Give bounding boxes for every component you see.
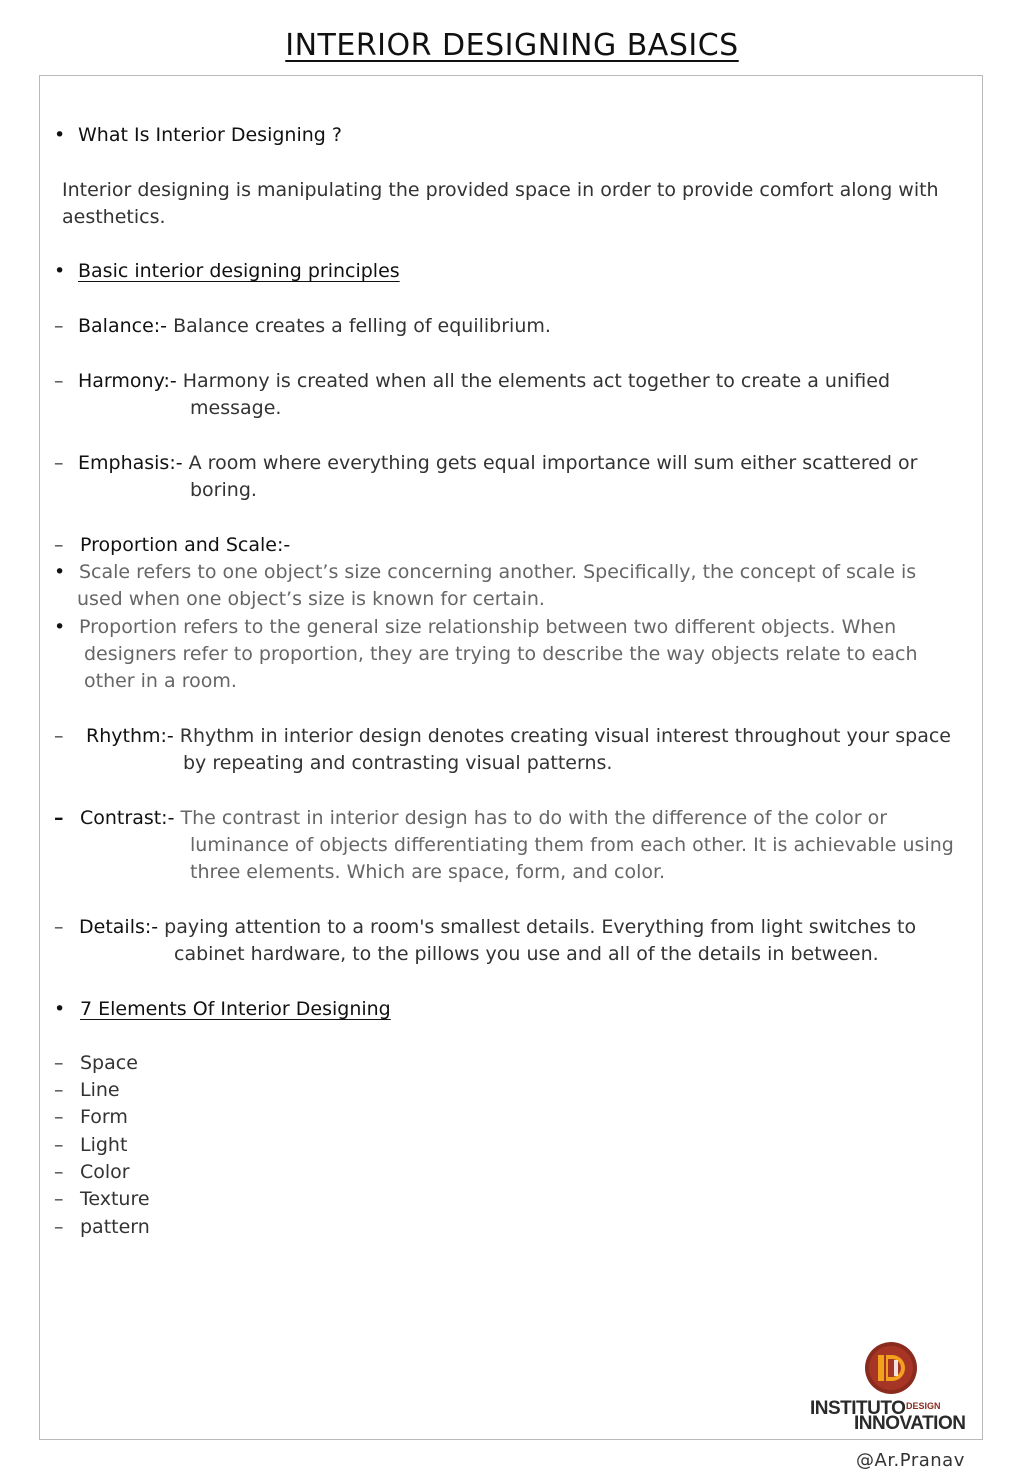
element-item-color: Color — [80, 1161, 130, 1183]
dash-icon: – — [54, 315, 64, 337]
bullet-icon: • — [54, 998, 66, 1020]
harmony-text: Harmony is created when all the elements act together to create a unified — [176, 370, 891, 392]
bullet-icon: • — [54, 616, 66, 638]
rhythm-text-line-2: by repeating and contrasting visual patterns. — [183, 752, 613, 774]
page-title — [0, 28, 1024, 63]
emphasis-text-line-2: boring. — [190, 479, 257, 501]
logo-text-line-2: INNOVATION — [854, 1413, 966, 1434]
emphasis-item — [78, 450, 917, 477]
details-term: Details:- — [79, 916, 159, 938]
dash-icon: – — [54, 1134, 64, 1156]
balance-item — [78, 313, 551, 340]
dash-icon: – — [54, 916, 64, 938]
intro-answer-line-2: aesthetics. — [62, 206, 166, 228]
contrast-text-line-3: three elements. Which are space, form, and color. — [190, 861, 666, 883]
principles-heading: Basic interior designing principles — [78, 260, 400, 282]
emphasis-term: Emphasis:- — [78, 452, 183, 474]
emphasis-text: A room where everything gets equal importance will sum either scattered or — [182, 452, 918, 474]
dash-icon: – — [54, 1188, 64, 1210]
balance-term: Balance:- — [78, 315, 168, 337]
contrast-text-line-2: luminance of objects differentiating them from each other. It is achievable using — [190, 834, 954, 856]
page-title-text: INTERIOR DESIGNING BASICS — [285, 28, 739, 63]
author-credit: @Ar.Pranav — [856, 1450, 965, 1471]
scale-line-2: used when one object’s size is known for certain. — [77, 588, 545, 610]
element-item-light: Light — [80, 1134, 128, 1156]
dash-icon: – — [54, 807, 64, 829]
details-text: paying attention to a room's smallest details. Everything from light switches to — [158, 916, 917, 938]
element-item-space: Space — [80, 1052, 138, 1074]
proportion-line-1: Proportion refers to the general size relationship between two different objects. When — [79, 616, 897, 638]
dash-icon: – — [54, 725, 64, 747]
element-item-texture: Texture — [80, 1188, 150, 1210]
intro-question: What Is Interior Designing ? — [78, 124, 342, 146]
proportion-term: Proportion and Scale:- — [80, 534, 291, 556]
bullet-icon: • — [54, 260, 66, 282]
element-item-line: Line — [80, 1079, 120, 1101]
dash-icon: – — [54, 1106, 64, 1128]
dash-icon: – — [54, 1079, 64, 1101]
institute-logo — [808, 1340, 978, 1435]
dash-icon: – — [54, 1052, 64, 1074]
harmony-text-line-2: message. — [190, 397, 282, 419]
logo-text-line-1: INSTITUTO — [810, 1398, 906, 1419]
logo-emblem-icon — [808, 1340, 978, 1400]
intro-answer-line-1: Interior designing is manipulating the provided space in order to provide comfort along with — [62, 179, 939, 201]
scale-line-1: Scale refers to one object’s size concerning another. Specifically, the concept of scale is — [79, 561, 917, 583]
logo-tagline: DESIGN — [906, 1401, 941, 1411]
bullet-icon: • — [54, 124, 66, 146]
element-item-form: Form — [80, 1106, 128, 1128]
details-text-line-2: cabinet hardware, to the pillows you use and all of the details in between. — [174, 943, 879, 965]
balance-text: Balance creates a felling of equilibrium. — [167, 315, 551, 337]
proportion-line-3: other in a room. — [84, 670, 237, 692]
rhythm-term: Rhythm:- — [86, 725, 174, 747]
details-item — [79, 914, 916, 941]
dash-icon: – — [54, 1161, 64, 1183]
rhythm-text: Rhythm in interior design denotes creating visual interest throughout your space — [173, 725, 951, 747]
contrast-item — [80, 805, 887, 832]
element-item-pattern: pattern — [80, 1216, 150, 1238]
contrast-text: The contrast in interior design has to do with the difference of the color or — [174, 807, 888, 829]
harmony-term: Harmony:- — [78, 370, 177, 392]
bullet-icon: • — [54, 561, 66, 583]
dash-icon: – — [54, 1216, 64, 1238]
dash-icon: – — [54, 534, 64, 556]
rhythm-item — [86, 723, 951, 750]
dash-icon: – — [54, 370, 64, 392]
contrast-term: Contrast:- — [80, 807, 175, 829]
harmony-item — [78, 368, 890, 395]
elements-heading: 7 Elements Of Interior Designing — [80, 998, 391, 1020]
dash-icon: – — [54, 452, 64, 474]
proportion-line-2: designers refer to proportion, they are trying to describe the way objects relate to each — [84, 643, 918, 665]
